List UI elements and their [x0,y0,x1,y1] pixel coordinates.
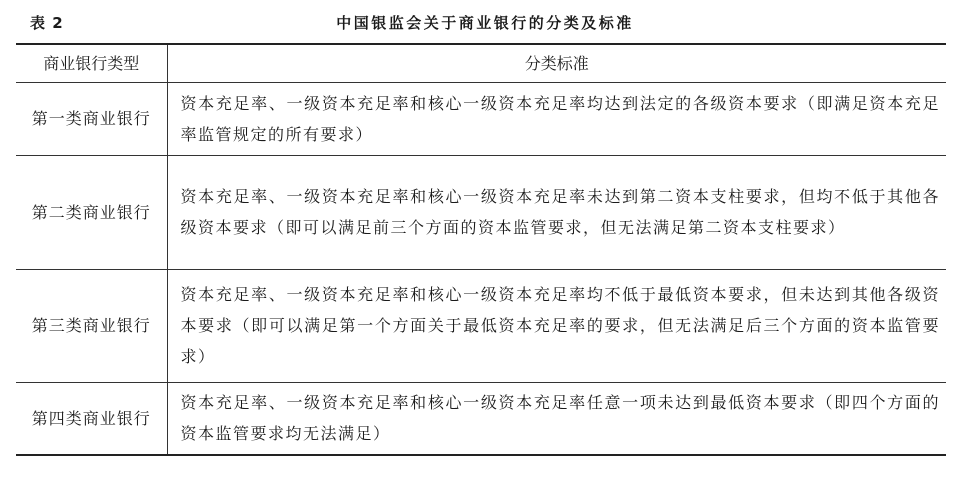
table-row [16,155,946,269]
row-category: 第四类商业银行 [16,382,167,455]
table-title: 中国银监会关于商业银行的分类及标准 [336,14,634,32]
row-criteria: 资本充足率、一级资本充足率和核心一级资本充足率任意一项未达到最低资本要求（即四个方面的资本监管要求均无法满足） [167,382,946,455]
header-criteria: 分类标准 [167,44,946,82]
table-row [16,382,946,455]
row-category: 第三类商业银行 [16,269,167,382]
row-category: 第一类商业银行 [16,82,167,155]
table-header-row [16,44,946,82]
table-row [16,269,946,382]
row-criteria: 资本充足率、一级资本充足率和核心一级资本充足率均不低于最低资本要求，但未达到其他各级资本要求（即可以满足第一个方面关于最低资本充足率的要求，但无法满足后三个方面的资本监管要求） [167,269,946,382]
table-caption [0,12,970,38]
table-row [16,82,946,155]
classification-table [16,43,946,456]
table-number: 表 2 [30,14,64,32]
header-bank-type: 商业银行类型 [16,44,167,82]
row-category: 第二类商业银行 [16,155,167,269]
row-criteria: 资本充足率、一级资本充足率和核心一级资本充足率未达到第二资本支柱要求，但均不低于其他各级资本要求（即可以满足前三个方面的资本监管要求，但无法满足第二资本支柱要求） [167,155,946,269]
row-criteria: 资本充足率、一级资本充足率和核心一级资本充足率均达到法定的各级资本要求（即满足资本充足率监管规定的所有要求） [167,82,946,155]
